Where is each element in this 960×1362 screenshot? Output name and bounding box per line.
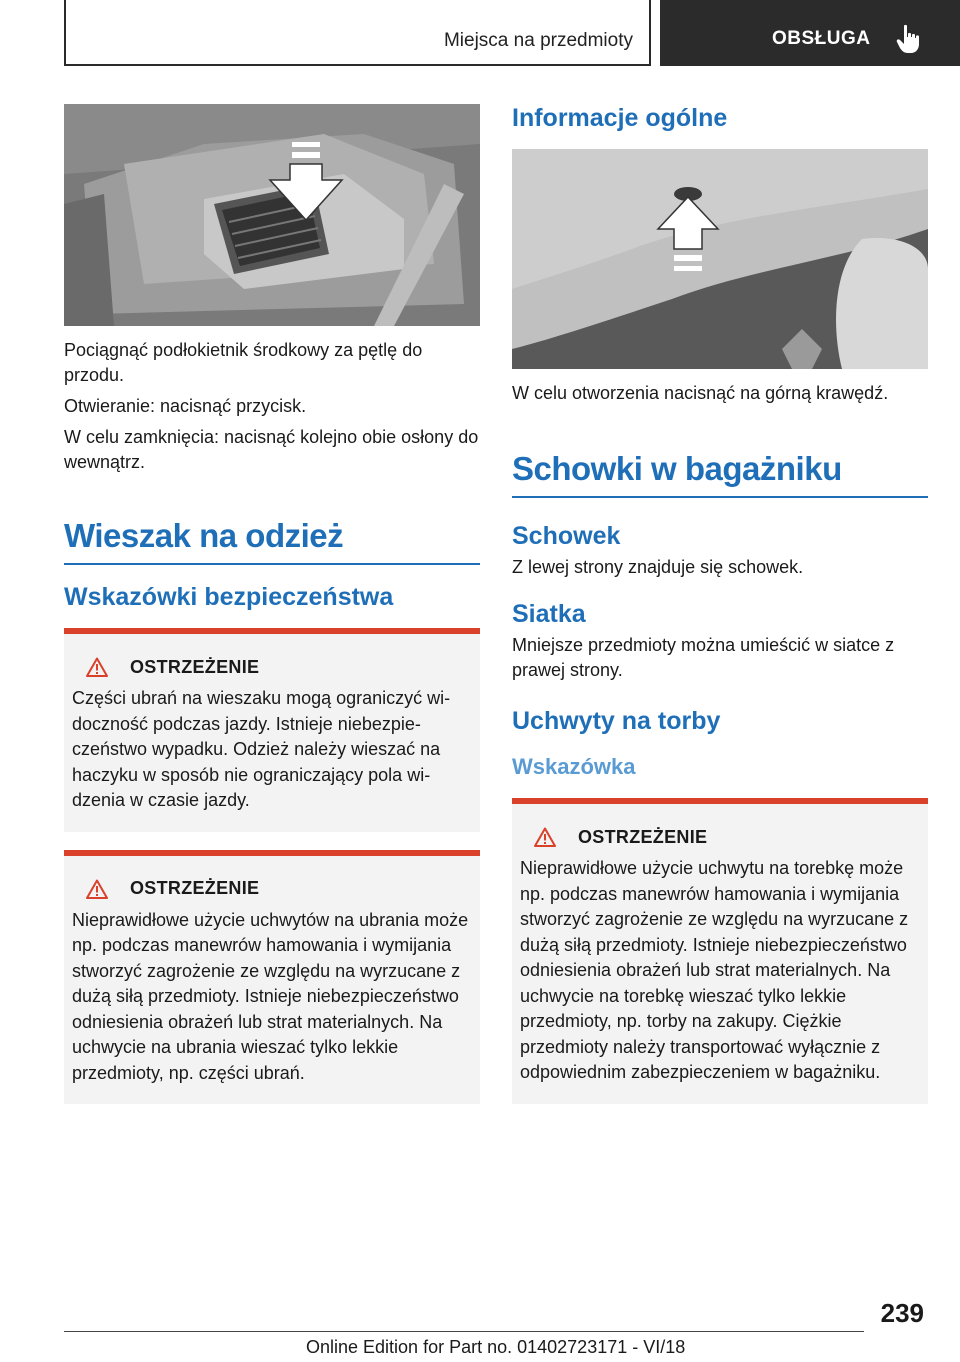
warning-triangle-icon [86,657,108,677]
section-title: Miejsca na przedmioty [443,30,633,51]
armrest-storage-photo [64,104,480,326]
heading-rule [512,496,928,498]
warning-title: OSTRZEŻENIE [130,878,260,898]
net-text: Mniejsze przedmioty można umieścić w siatce z prawej strony. [512,635,895,680]
warning-text: Nieprawidłowe użycie uchwytów na ubrania może np. podczas manewrów hamowania i wymijania stworzyć zagrożenie ze względu na wyrzucane z dużą siłą przedmioty. Istnieje niebezpieczeństwo odniesienia obrażeń lub strat materialnych. Na uchwycie na ubrania wieszać tylko lekkie przedmioty, np. części ubrań. [72,909,469,1083]
photo-caption: W celu otworzenia nacisnąć na górną krawędź. [512,383,889,403]
intro-paragraph-2: Otwieranie: nacisnąć przycisk. [64,396,307,416]
heading-rule [64,563,480,565]
storage-compartment-heading: Schowek [512,522,621,550]
general-info-heading: Informacje ogólne [512,104,728,132]
warning-triangle-icon [534,827,556,847]
warning-text: Nieprawidłowe użycie uchwytu na torebkę może np. podczas manewrów hamowania i wymijania stworzyć zagrożenie ze względu na wyrzucane z dużą siłą przedmioty. Istnieje niebezpieczeństwo odniesienia obrażeń lub strat materialnych. Na uchwycie na torebkę wieszać tylko lekkie przedmioty, np. torby na zakupy. Ciężkie przedmioty należy transportować wyłącznie z odpowiednim zabezpieczeniem w bagażniku. [520,858,909,1082]
net-heading: Siatka [512,600,586,628]
safety-heading: Wskazówki bezpieczeństwa [64,583,394,611]
intro-paragraph-1: Pociągnąć podłokietnik środkowy za pętlę do przodu. [64,340,423,385]
right-column [512,104,928,1104]
warning-box-2 [64,850,480,1105]
chapter-tab [660,0,960,66]
page-number: 239 [880,1298,924,1328]
bag-hooks-heading: Uchwyty na torby [512,707,721,735]
warning-text: Części ubrań na wieszaku mogą ograniczyć widoczność podczas jazdy. Istnieje niebezpieczeństwo wypadku. Odzież należy wieszać na haczyku w sposób nie ograniczający pola widzenia w czasie jazdy. [72,688,451,810]
intro-paragraph-3: W celu zamknięcia: nacisnąć kolejno obie osłony do wewnątrz. [64,427,479,472]
pointing-hand-icon [896,24,922,54]
clothes-hanger-heading: Wieszak na odzież [64,517,344,554]
storage-compartment-text: Z lewej strony znajduje się schowek. [512,557,804,577]
warning-triangle-icon [86,879,108,899]
warning-title: OSTRZEŻENIE [130,656,260,677]
warning-title: OSTRZEŻENIE [578,826,708,847]
edition-text: Online Edition for Part no. 01402723171 - VI/18 [306,1337,686,1357]
headliner-hook-photo [512,149,928,369]
trunk-storage-heading: Schowki w bagażniku [512,450,842,487]
left-column [64,104,480,1104]
note-heading: Wskazówka [512,754,636,779]
footer-rule [64,1331,864,1332]
warning-box-3 [512,798,928,1104]
chapter-label: OBSŁUGA [772,28,871,49]
section-header [64,0,651,66]
warning-box-1 [64,628,480,832]
